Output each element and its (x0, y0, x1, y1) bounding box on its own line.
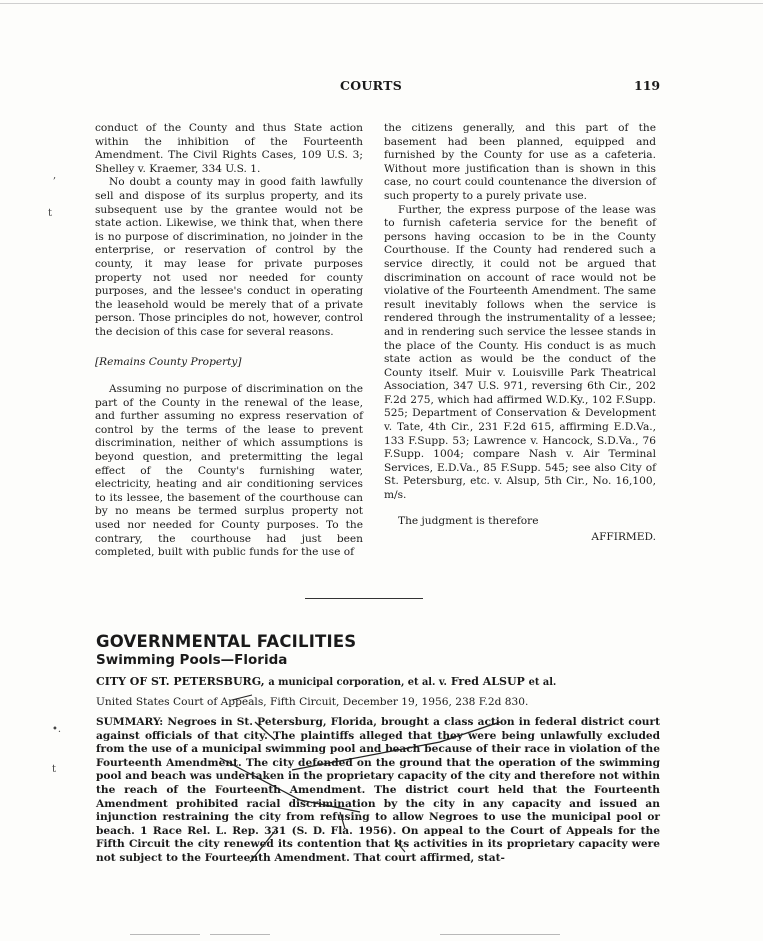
case-citation: United States Court of Appeals, Fifth Circuit, December 19, 1956, 238 F.2d 830. (96, 696, 529, 708)
paragraph: conduct of the County and thus State action within the inhibition of the Fourteenth Amendment. The Civil Rights Cases, 109 U.S. 3; Shelley v. Kraemer, 334 U.S. 1. (95, 122, 363, 175)
margin-mark: •. (52, 724, 62, 735)
section-heading: GOVERNMENTAL FACILITIES (96, 632, 357, 651)
case-name: CITY OF ST. PETERSBURG, (96, 675, 265, 688)
paragraph: the citizens generally, and this part of the basement had been planned, equipped and furnished by the County for use as a cafeteria. Without more justification than is shown in this case, no court could countenance the diversion of such property to a purely private use. (384, 122, 656, 202)
bottom-edge-line (210, 934, 270, 935)
margin-mark: t (52, 764, 57, 775)
case-summary (96, 716, 660, 866)
subheading: [Remains County Property] (95, 355, 242, 368)
case-et-al: et al. (528, 677, 557, 688)
bottom-edge-line (130, 934, 200, 935)
running-head: COURTS (340, 78, 403, 93)
case-party: Fred ALSUP (450, 675, 525, 688)
paragraph: Further, the express purpose of the lease was to furnish cafeteria service for the benefit of persons having occasion to be in the County Courthouse. If the County had rendered such a service directly, it could not be argued that discrimination on account of race would not be violative of the Fourteenth Amendment. The same result inevitably follows when the service is rendered through the instrumentality of a lessee; and in rendering such service the lessee stands in the place of the County. His conduct is as much state action as would be the conduct of the County itself. Muir v. Louisville Park Theatrical Association, 347 U.S. 971, reversing 6th Cir., 202 F.2d 275, which had affirmed W.D.Ky., 102 F.Supp. 525; Department of Conservation & Development v. Tate, 4th Cir., 231 F.2d 615, affirming E.D.Va., 133 F.Supp. 53; Lawrence v. Hancock, S.D.Va., 76 F.Supp. 1004; compare Nash v. Air Terminal Services, E.D.Va., 85 F.Supp. 545; see also City of St. Petersburg, etc. v. Alsup, 5th Cir., No. 16,100, m/s. (384, 203, 656, 502)
summary-label: SUMMARY: (96, 716, 164, 728)
section-divider (305, 598, 423, 599)
paragraph: No doubt a county may in good faith lawfully sell and dispose of its surplus property, and its subsequent use by the grantee would not be state action. Likewise, we think that, when there is no purpose of discrimination, no joinder in the enterprise, or reservation of control by the county, it may lease for private purposes property not used nor needed for county purposes, and the lessee's conduct in operating the leasehold would be merely that of a private person. Those principles do not, however, control the decision of this case for several reasons. (95, 176, 363, 338)
summary-text: Negroes in St. Petersburg, Florida, brought a class action in federal district court against officials of that city. The plaintiffs alleged that they were being unlawfully excluded from the use of a municipal swimming pool and beach because of their race in violation of the Fourteenth Amendment. The city defended on the ground that the operation of the swimming pool and beach was undertaken in the proprietary capacity of the city and therefore not within the reach of the Fourteenth Amendment. The district court held that the Fourteenth Amendment prohibited racial discrimination by the city in any capacity and issued an injunction restraining the city from refusing to allow Negroes to use the municipal pool or beach. 1 Race Rel. L. Rep. 331 (S. D. Fla. 1956). On appeal to the Court of Appeals for the Fifth Circuit the city renewed its contention that its activities in its proprietary capacity were not subject to the Fourteenth Amendment. That court affirmed, stat- (96, 716, 660, 864)
subsection-heading: Swimming Pools—Florida (96, 652, 288, 668)
margin-mark: t (48, 208, 53, 219)
right-column (384, 122, 656, 545)
judgment-line: The judgment is therefore (398, 514, 539, 527)
bottom-edge-line (440, 934, 560, 935)
page-number: 119 (634, 78, 661, 93)
case-descriptor: a municipal corporation, et al. v. (268, 677, 447, 688)
left-column (95, 122, 363, 560)
case-caption (96, 675, 666, 688)
top-edge-line (0, 3, 763, 4)
disposition: AFFIRMED. (591, 531, 656, 544)
margin-mark: , (53, 170, 57, 181)
paragraph: Assuming no purpose of discrimination on the part of the County in the renewal of the lease, and further assuming no express reservation of control by the terms of the lease to prevent discrimination, neither of which assumptions is beyond question, and pretermitting the legal effect of the County's furnishing water, electricity, heating and air conditioning services to its lessee, the basement of the courthouse can by no means be termed surplus property not used nor needed for County purposes. To the contrary, the courthouse had just been completed, built with public funds for the use of (95, 383, 363, 559)
